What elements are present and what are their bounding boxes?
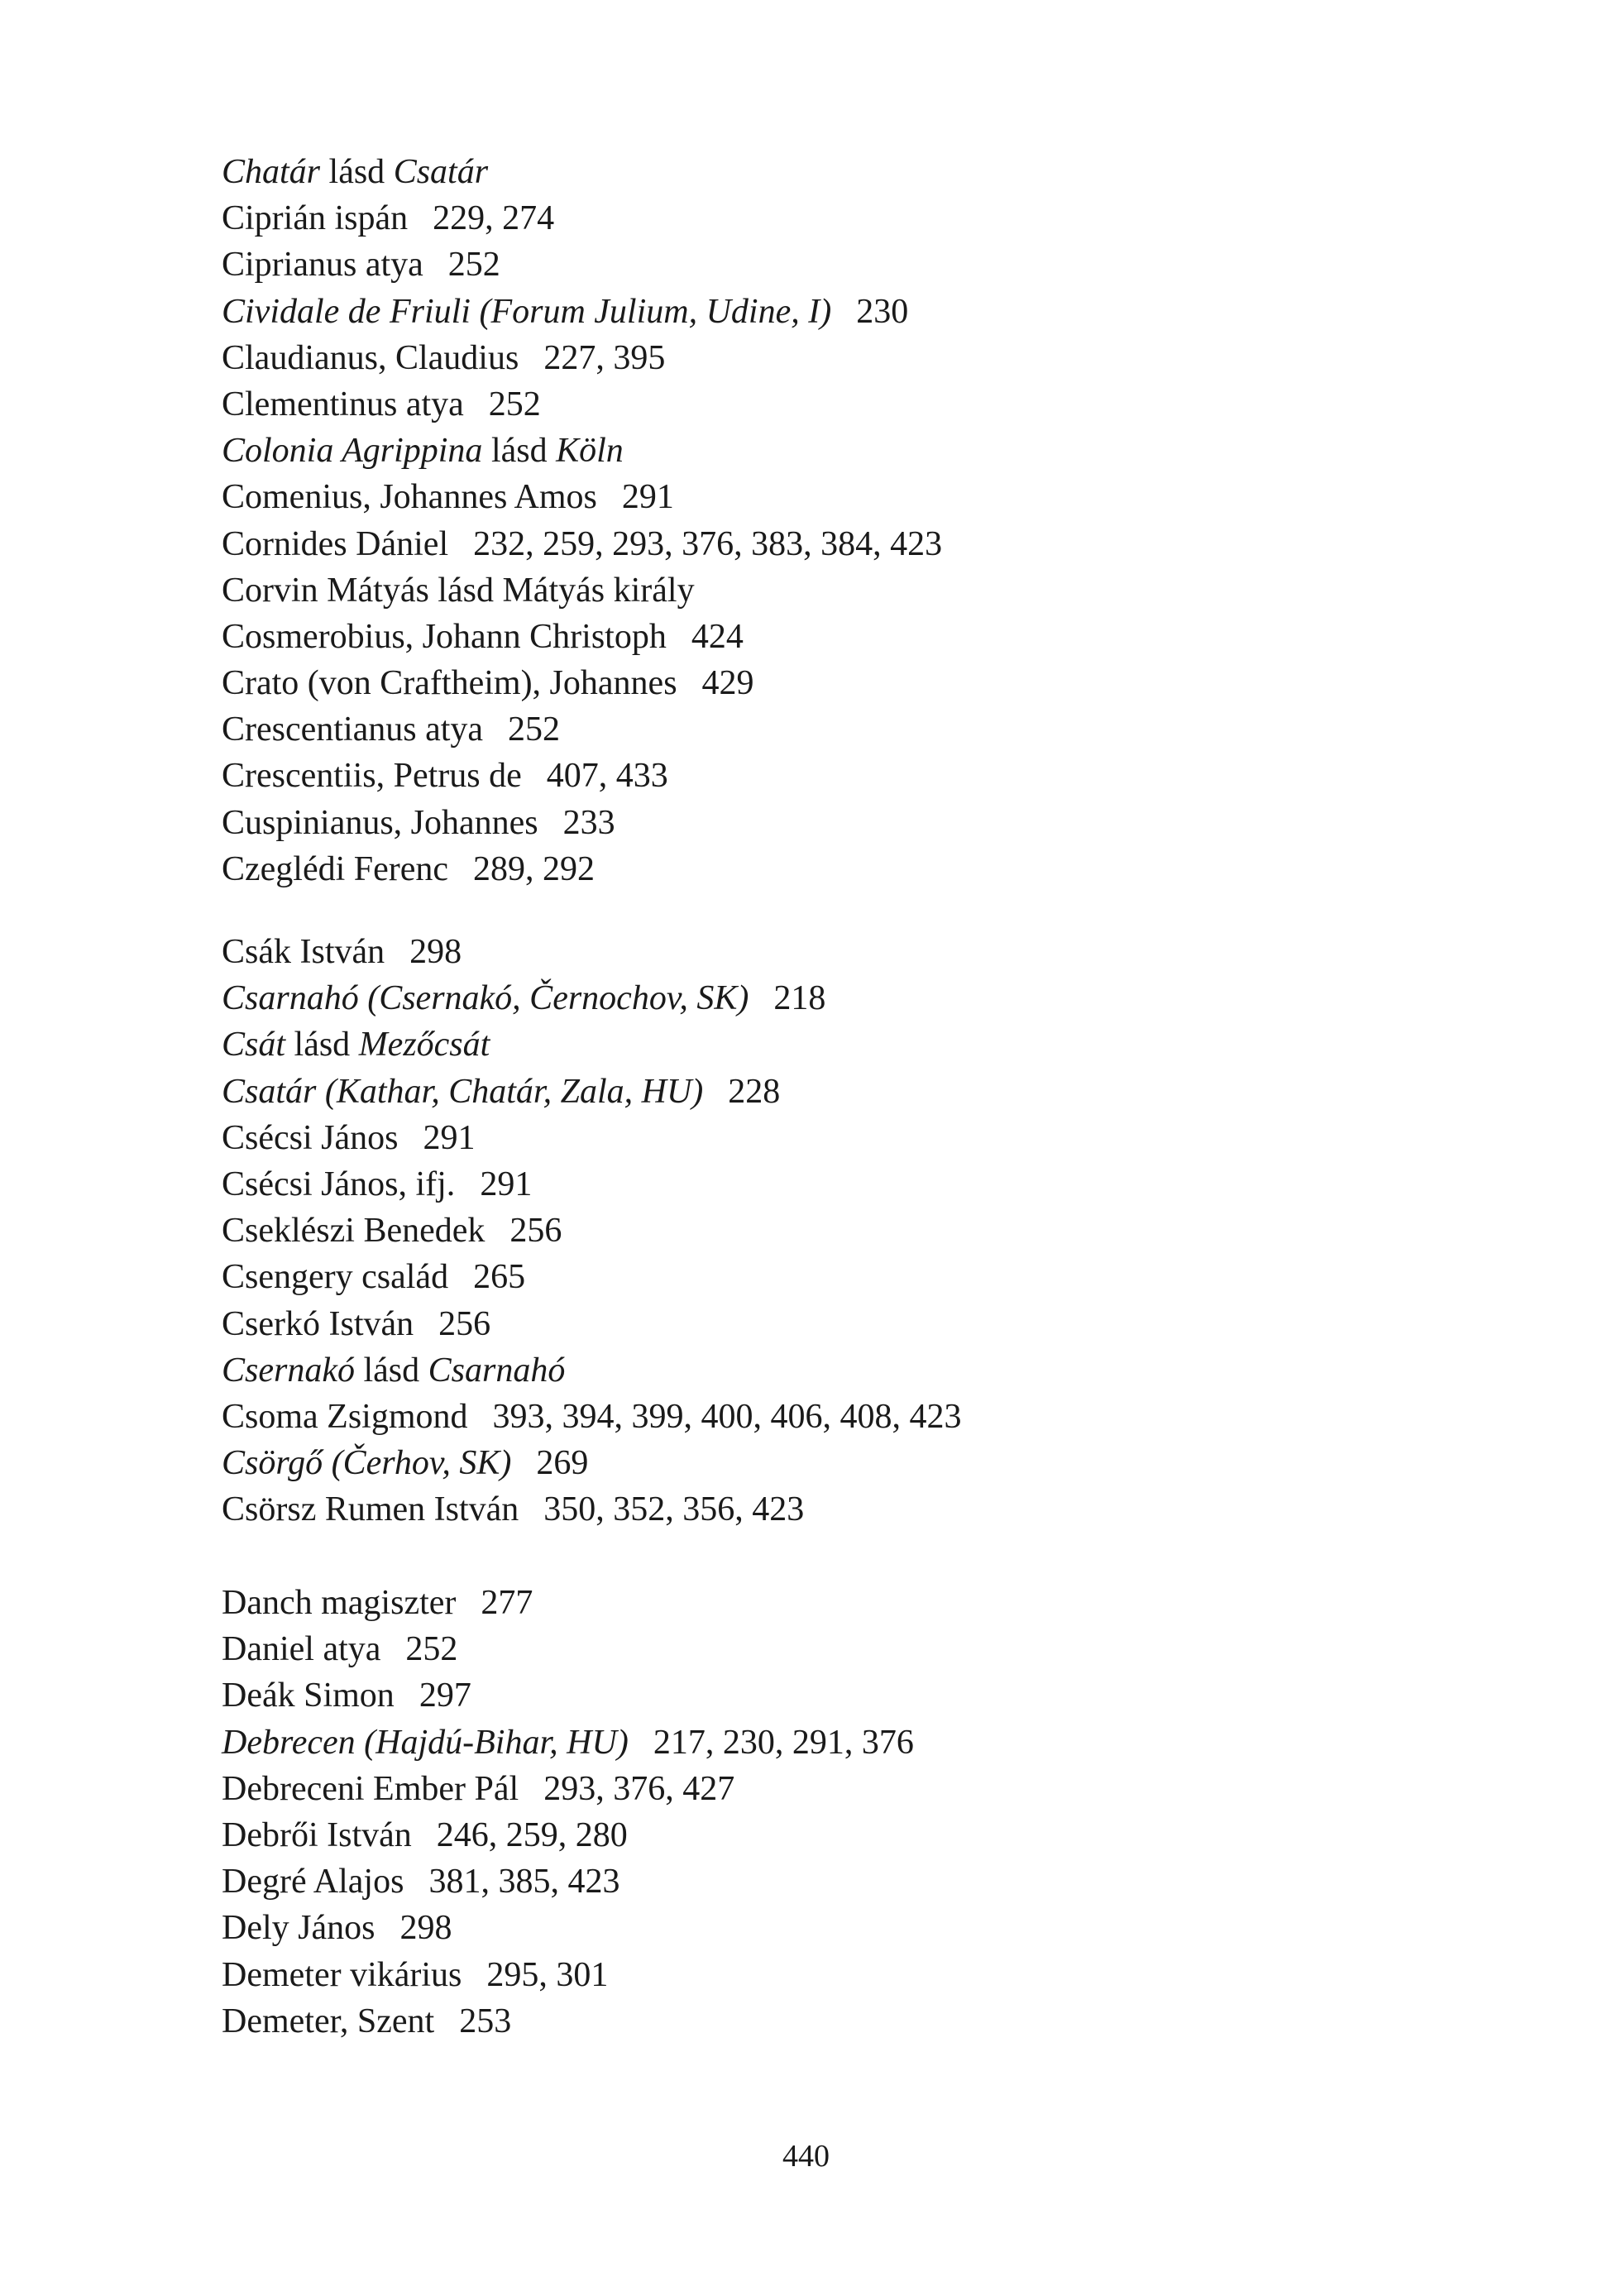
entry-pages: 381, 385, 423 bbox=[428, 1863, 620, 1901]
entry-pages: 291 bbox=[423, 1118, 476, 1157]
index-entry bbox=[222, 800, 1421, 846]
entry-term-italic: Csatár (Kathar, Chatár, Zala, HU) bbox=[222, 1072, 704, 1111]
index-entry bbox=[222, 1720, 1421, 1766]
entry-pages: 393, 394, 399, 400, 406, 408, 423 bbox=[492, 1397, 962, 1436]
entry-term: Csécsi János bbox=[222, 1118, 399, 1157]
index-entry bbox=[222, 1208, 1421, 1254]
index-entry bbox=[222, 1254, 1421, 1300]
entry-pages: 277 bbox=[481, 1584, 533, 1622]
entry-pages: 256 bbox=[509, 1212, 562, 1251]
entry-pages: 256 bbox=[438, 1304, 491, 1343]
entry-term: Crescentianus atya bbox=[222, 710, 484, 749]
index-entry bbox=[222, 195, 1421, 242]
entry-term: Csák István bbox=[222, 933, 385, 971]
entry-pages: 289, 292 bbox=[473, 849, 596, 888]
entry-term: Cserkó István bbox=[222, 1304, 414, 1343]
index-entry bbox=[222, 614, 1421, 660]
entry-pages: 291 bbox=[621, 478, 674, 517]
index-entry bbox=[222, 1626, 1421, 1672]
entry-term: Claudianus, Claudius bbox=[222, 338, 519, 377]
entry-term: Ciprián ispán bbox=[222, 199, 409, 238]
index-entry bbox=[222, 1347, 1421, 1394]
entry-pages: 293, 376, 427 bbox=[543, 1769, 735, 1808]
entry-term-italic: Mezőcsát bbox=[358, 1026, 490, 1064]
index-entry bbox=[222, 1440, 1421, 1486]
index-entry bbox=[222, 975, 1421, 1021]
index-entry bbox=[222, 567, 1421, 614]
index-entry bbox=[222, 1858, 1421, 1905]
entry-term-italic: Csarnahó bbox=[428, 1351, 566, 1390]
entry-term-italic: Csát bbox=[222, 1026, 286, 1064]
entry-pages: 232, 259, 293, 376, 383, 384, 423 bbox=[473, 524, 943, 563]
entry-term: Csoma Zsigmond bbox=[222, 1397, 468, 1436]
entry-pages: 227, 395 bbox=[543, 338, 666, 377]
index-entry bbox=[222, 1812, 1421, 1858]
index-entry bbox=[222, 381, 1421, 428]
index-entry bbox=[222, 289, 1421, 335]
index-entry bbox=[222, 1069, 1421, 1115]
entry-term-italic: Csarnahó (Csernakó, Černochov, SK) bbox=[222, 979, 749, 1018]
entry-term-italic: Cividale de Friuli (Forum Julium, Udine, I) bbox=[222, 292, 832, 331]
entry-pages: 269 bbox=[536, 1444, 589, 1483]
index-entry bbox=[222, 1301, 1421, 1347]
index-entry bbox=[222, 1021, 1421, 1068]
entry-term-italic: Debrecen (Hajdú-Bihar, HU) bbox=[222, 1723, 629, 1762]
entry-term: Csengery család bbox=[222, 1258, 449, 1297]
index-entry bbox=[222, 1998, 1421, 2045]
entry-pages: 265 bbox=[473, 1258, 526, 1297]
entry-term-italic: Csörgő (Čerhov, SK) bbox=[222, 1444, 512, 1483]
entry-pages: 233 bbox=[562, 803, 615, 842]
entry-term: Corvin Mátyás lásd Mátyás király bbox=[222, 571, 695, 610]
index-entry bbox=[222, 1394, 1421, 1440]
index-entry bbox=[222, 1115, 1421, 1161]
entry-term: Cornides Dániel bbox=[222, 524, 449, 563]
entry-pages: 407, 433 bbox=[546, 757, 668, 796]
entry-term: Demeter, Szent bbox=[222, 2002, 435, 2040]
index-entry bbox=[222, 474, 1421, 520]
entry-term-italic: Chatár bbox=[222, 153, 321, 191]
index-entry bbox=[222, 149, 1421, 195]
entry-term: Crescentiis, Petrus de bbox=[222, 757, 522, 796]
index-entry bbox=[222, 846, 1421, 892]
entry-term: lásd bbox=[355, 1351, 428, 1390]
entry-term: Comenius, Johannes Amos bbox=[222, 478, 597, 517]
entry-term: Cosmerobius, Johann Christoph bbox=[222, 617, 667, 656]
entry-term: Cseklészi Benedek bbox=[222, 1212, 486, 1251]
entry-pages: 252 bbox=[488, 385, 541, 423]
entry-pages: 297 bbox=[419, 1677, 471, 1715]
index-entry bbox=[222, 1580, 1421, 1626]
entry-pages: 291 bbox=[480, 1165, 533, 1203]
index-group-cs bbox=[222, 929, 1421, 1533]
entry-pages: 228 bbox=[728, 1072, 781, 1111]
entry-term: Debrői István bbox=[222, 1815, 412, 1854]
index-group-d bbox=[222, 1580, 1421, 2045]
entry-pages: 429 bbox=[701, 664, 754, 703]
entry-term: Danch magiszter bbox=[222, 1584, 457, 1622]
index-entry bbox=[222, 660, 1421, 706]
entry-term-italic: Csernakó bbox=[222, 1351, 355, 1390]
entry-pages: 350, 352, 356, 423 bbox=[543, 1490, 805, 1529]
entry-term: Debreceni Ember Pál bbox=[222, 1769, 519, 1808]
entry-term-italic: Csatár bbox=[393, 153, 489, 191]
entry-pages: 230 bbox=[856, 292, 909, 331]
entry-pages: 217, 230, 291, 376 bbox=[653, 1723, 914, 1762]
index-entry bbox=[222, 521, 1421, 567]
entry-pages: 252 bbox=[405, 1630, 458, 1669]
entry-pages: 424 bbox=[691, 617, 744, 656]
index-entry bbox=[222, 753, 1421, 799]
index-entry bbox=[222, 1766, 1421, 1812]
index-entry bbox=[222, 929, 1421, 975]
entry-term-italic: Colonia Agrippina bbox=[222, 432, 483, 471]
index-entry bbox=[222, 1672, 1421, 1719]
entry-term: Csörsz Rumen István bbox=[222, 1490, 519, 1529]
index-entry bbox=[222, 242, 1421, 288]
entry-term: Demeter vikárius bbox=[222, 1955, 462, 1994]
index-entry bbox=[222, 428, 1421, 474]
index-entry bbox=[222, 1905, 1421, 1951]
entry-term: Csécsi János, ifj. bbox=[222, 1165, 456, 1203]
entry-term: Degré Alajos bbox=[222, 1863, 404, 1901]
entry-pages: 218 bbox=[773, 979, 826, 1018]
index-entry bbox=[222, 1486, 1421, 1533]
entry-term-italic: Köln bbox=[556, 432, 624, 471]
entry-term: Crato (von Craftheim), Johannes bbox=[222, 664, 677, 703]
entry-pages: 298 bbox=[409, 933, 462, 971]
entry-term: lásd bbox=[482, 432, 557, 471]
index-entry bbox=[222, 1952, 1421, 1998]
entry-term: Daniel atya bbox=[222, 1630, 381, 1669]
entry-pages: 253 bbox=[459, 2002, 512, 2040]
entry-term: Czeglédi Ferenc bbox=[222, 849, 449, 888]
entry-term: Deák Simon bbox=[222, 1677, 395, 1715]
index-entry bbox=[222, 1161, 1421, 1208]
page-number: 440 bbox=[782, 2139, 830, 2174]
entry-pages: 252 bbox=[447, 246, 500, 285]
entry-term: lásd bbox=[285, 1026, 359, 1064]
entry-term: Cuspinianus, Johannes bbox=[222, 803, 538, 842]
entry-pages: 229, 274 bbox=[433, 199, 555, 238]
entry-pages: 246, 259, 280 bbox=[436, 1815, 628, 1854]
index-group-c bbox=[222, 149, 1421, 892]
index-entry bbox=[222, 706, 1421, 753]
entry-pages: 298 bbox=[399, 1909, 452, 1948]
index-entry bbox=[222, 335, 1421, 381]
entry-term: Ciprianus atya bbox=[222, 246, 423, 285]
entry-pages: 295, 301 bbox=[486, 1955, 609, 1994]
entry-term: lásd bbox=[320, 153, 394, 191]
entry-term: Dely János bbox=[222, 1909, 375, 1948]
entry-pages: 252 bbox=[508, 710, 561, 749]
entry-term: Clementinus atya bbox=[222, 385, 464, 423]
